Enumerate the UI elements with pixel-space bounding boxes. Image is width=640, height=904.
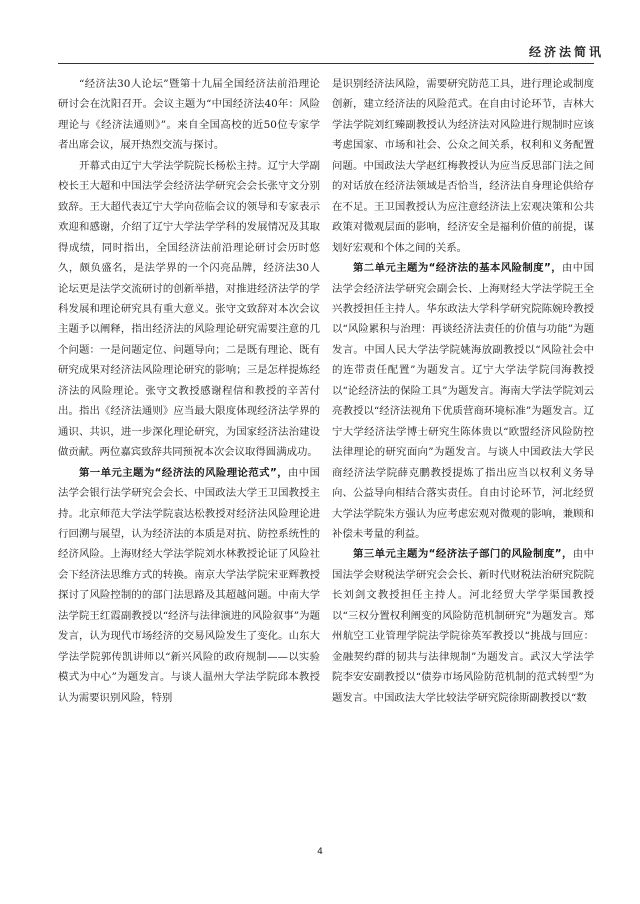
- left-column: [58, 74, 320, 844]
- header-divider: [58, 63, 594, 64]
- paragraph-forum-intro: “经济法30人论坛”暨第十九届全国经济法前沿理论研讨会在沈阳召开。会议主题为“中国经济法40年：风险理论与《经济法通则》”。来自全国高校的近50位专家学者出席会议，展开热烈交流与探讨。: [58, 78, 320, 152]
- page-number: 4: [317, 847, 323, 857]
- unit-two-heading: 第二单元主题为“经济法的基本风险制度”，: [353, 262, 562, 275]
- paragraph-unit-two: [332, 258, 594, 544]
- unit-two-body: 由中国法学会经济法学研究会副会长、上海财经大学法学院王全兴教授担任主持人。华东政法大学科学研究院陈婉玲教授以“风险累积与治理：再谈经济法责任的价值与功能”为题发言。中国人民大学法学院姚海放副教授以“风险社会中的连带责任配置”为题发言。辽宁大学法学院闫海教授以“论经济法的保险工具”为题发言。海南大学法学院刘云亮教授以“经济法视角下优质营商环境标准”为题发言。辽宁大学经济法学博士研究生陈体贵以“欧盟经济风险防控法律理论的研究面向”为题发言。与谈人中国政法大学民商经济法学院薛克鹏教授提炼了指出应当以权利义务导向、公益导向相结合落实责任。自由讨论环节，河北经贸大学法学院朱方强认为应考虑宏观对微观的影响，兼顾和补偿未考量的利益。: [332, 262, 594, 540]
- unit-one-body: 由中国法学会银行法学研究会会长、中国政法大学王卫国教授主持。北京师范大学法学院袁达松教授对经济法风险理论进行回溯与展望，认为经济法的本质是对抗、防控系统性的经济风险。上海财经大学法学院刘水林教授论证了风险社会下经济法思维方式的转换。南京大学法学院宋亚辉教授探讨了风险控制的的部门法思路及其超越问题。中南大学法学院王红霞副教授以“经济与法律演进的风险叙事”为题发言，认为现代市场经济的交易风险发生了变化。山东大学法学院郭传凯讲师以“新兴风险的政府规制——以实验模式为中心”为题发言。与谈人温州大学法学院邱本教授认为需要识别风险，特别: [58, 466, 320, 704]
- paragraph-opening-ceremony: 开幕式由辽宁大学法学院院长杨松主持。辽宁大学副校长王大超和中国法学会经济法学研究会会长张守文分别致辞。王大超代表辽宁大学向莅临会议的领导和专家表示欢迎和感谢，介绍了辽宁大学法学学科的发展情况及其取得成绩，同时指出，全国经济法前沿理论研讨会历时悠久，颇负盛名，是法学界的一个闪亮品牌，经济法30人论坛更是法学交流研讨的创新举措，对推进经济法学的学科发展和理论研究具有重大意义。张守文致辞对本次会议主题予以阐释，指出经济法的风险理论研究需要注意的几个问题：一是问题定位、问题导向；二是既有理论、既有研究成果对经济法风险理论研究的影响；三是怎样提炼经济法的风险理论。张守文教授感谢程信和教授的辛苦付出。指出《经济法通则》应当最大限度体现经济法学界的通识、共识，进一步深化理论研究，为国家经济法治建设做贡献。两位嘉宾致辞共同预祝本次会议取得圆满成功。: [58, 159, 320, 459]
- paragraph-unit-three: [332, 544, 594, 708]
- journal-header-title: 经济法简讯: [528, 45, 604, 59]
- unit-three-heading: 第三单元主题为“经济法子部门的风险制度”，: [353, 548, 573, 561]
- right-column: [332, 74, 594, 844]
- paragraph-unit-one-continued: 是识别经济法风险，需要研究防范工具，进行理论或制度创新，建立经济法的风险范式。在自由讨论环节，吉林大学法学院刘红臻副教授认为经济法对风险进行规制时应该考虑国家、市场和社会、公众之间关系，权利和义务配置问题。中国政法大学赵红梅教授认为应当反思部门法之间的对话放在经济法领域是否恰当，经济法自身理论供给存在不足。王卫国教授认为应注意经济法上宏观决策和公共政策对微观层面的影响，经济安全是福利价值的前提，谋划好宏观和个体之间的关系。: [332, 78, 594, 254]
- paragraph-unit-one: [58, 463, 320, 708]
- unit-three-body: 由中国法学会财税法学研究会会长、新时代财税法治研究院院长刘剑文教授担任主持人。河北经贸大学学渠国教授以“三权分置权利阐变的风险防范机制研究”为题发言。郑州航空工业管理学院法学院徐英军教授以“挑战与回应：金融契约群的韧共与法律规制”为题发言。武汉大学法学院李安安副教授以“债券市场风险防范机制的范式转型”为题发言。中国政法大学比较法学研究院徐斯副教授以“数: [332, 548, 594, 704]
- unit-one-heading: 第一单元主题为“经济法的风险理论范式”，: [79, 466, 288, 479]
